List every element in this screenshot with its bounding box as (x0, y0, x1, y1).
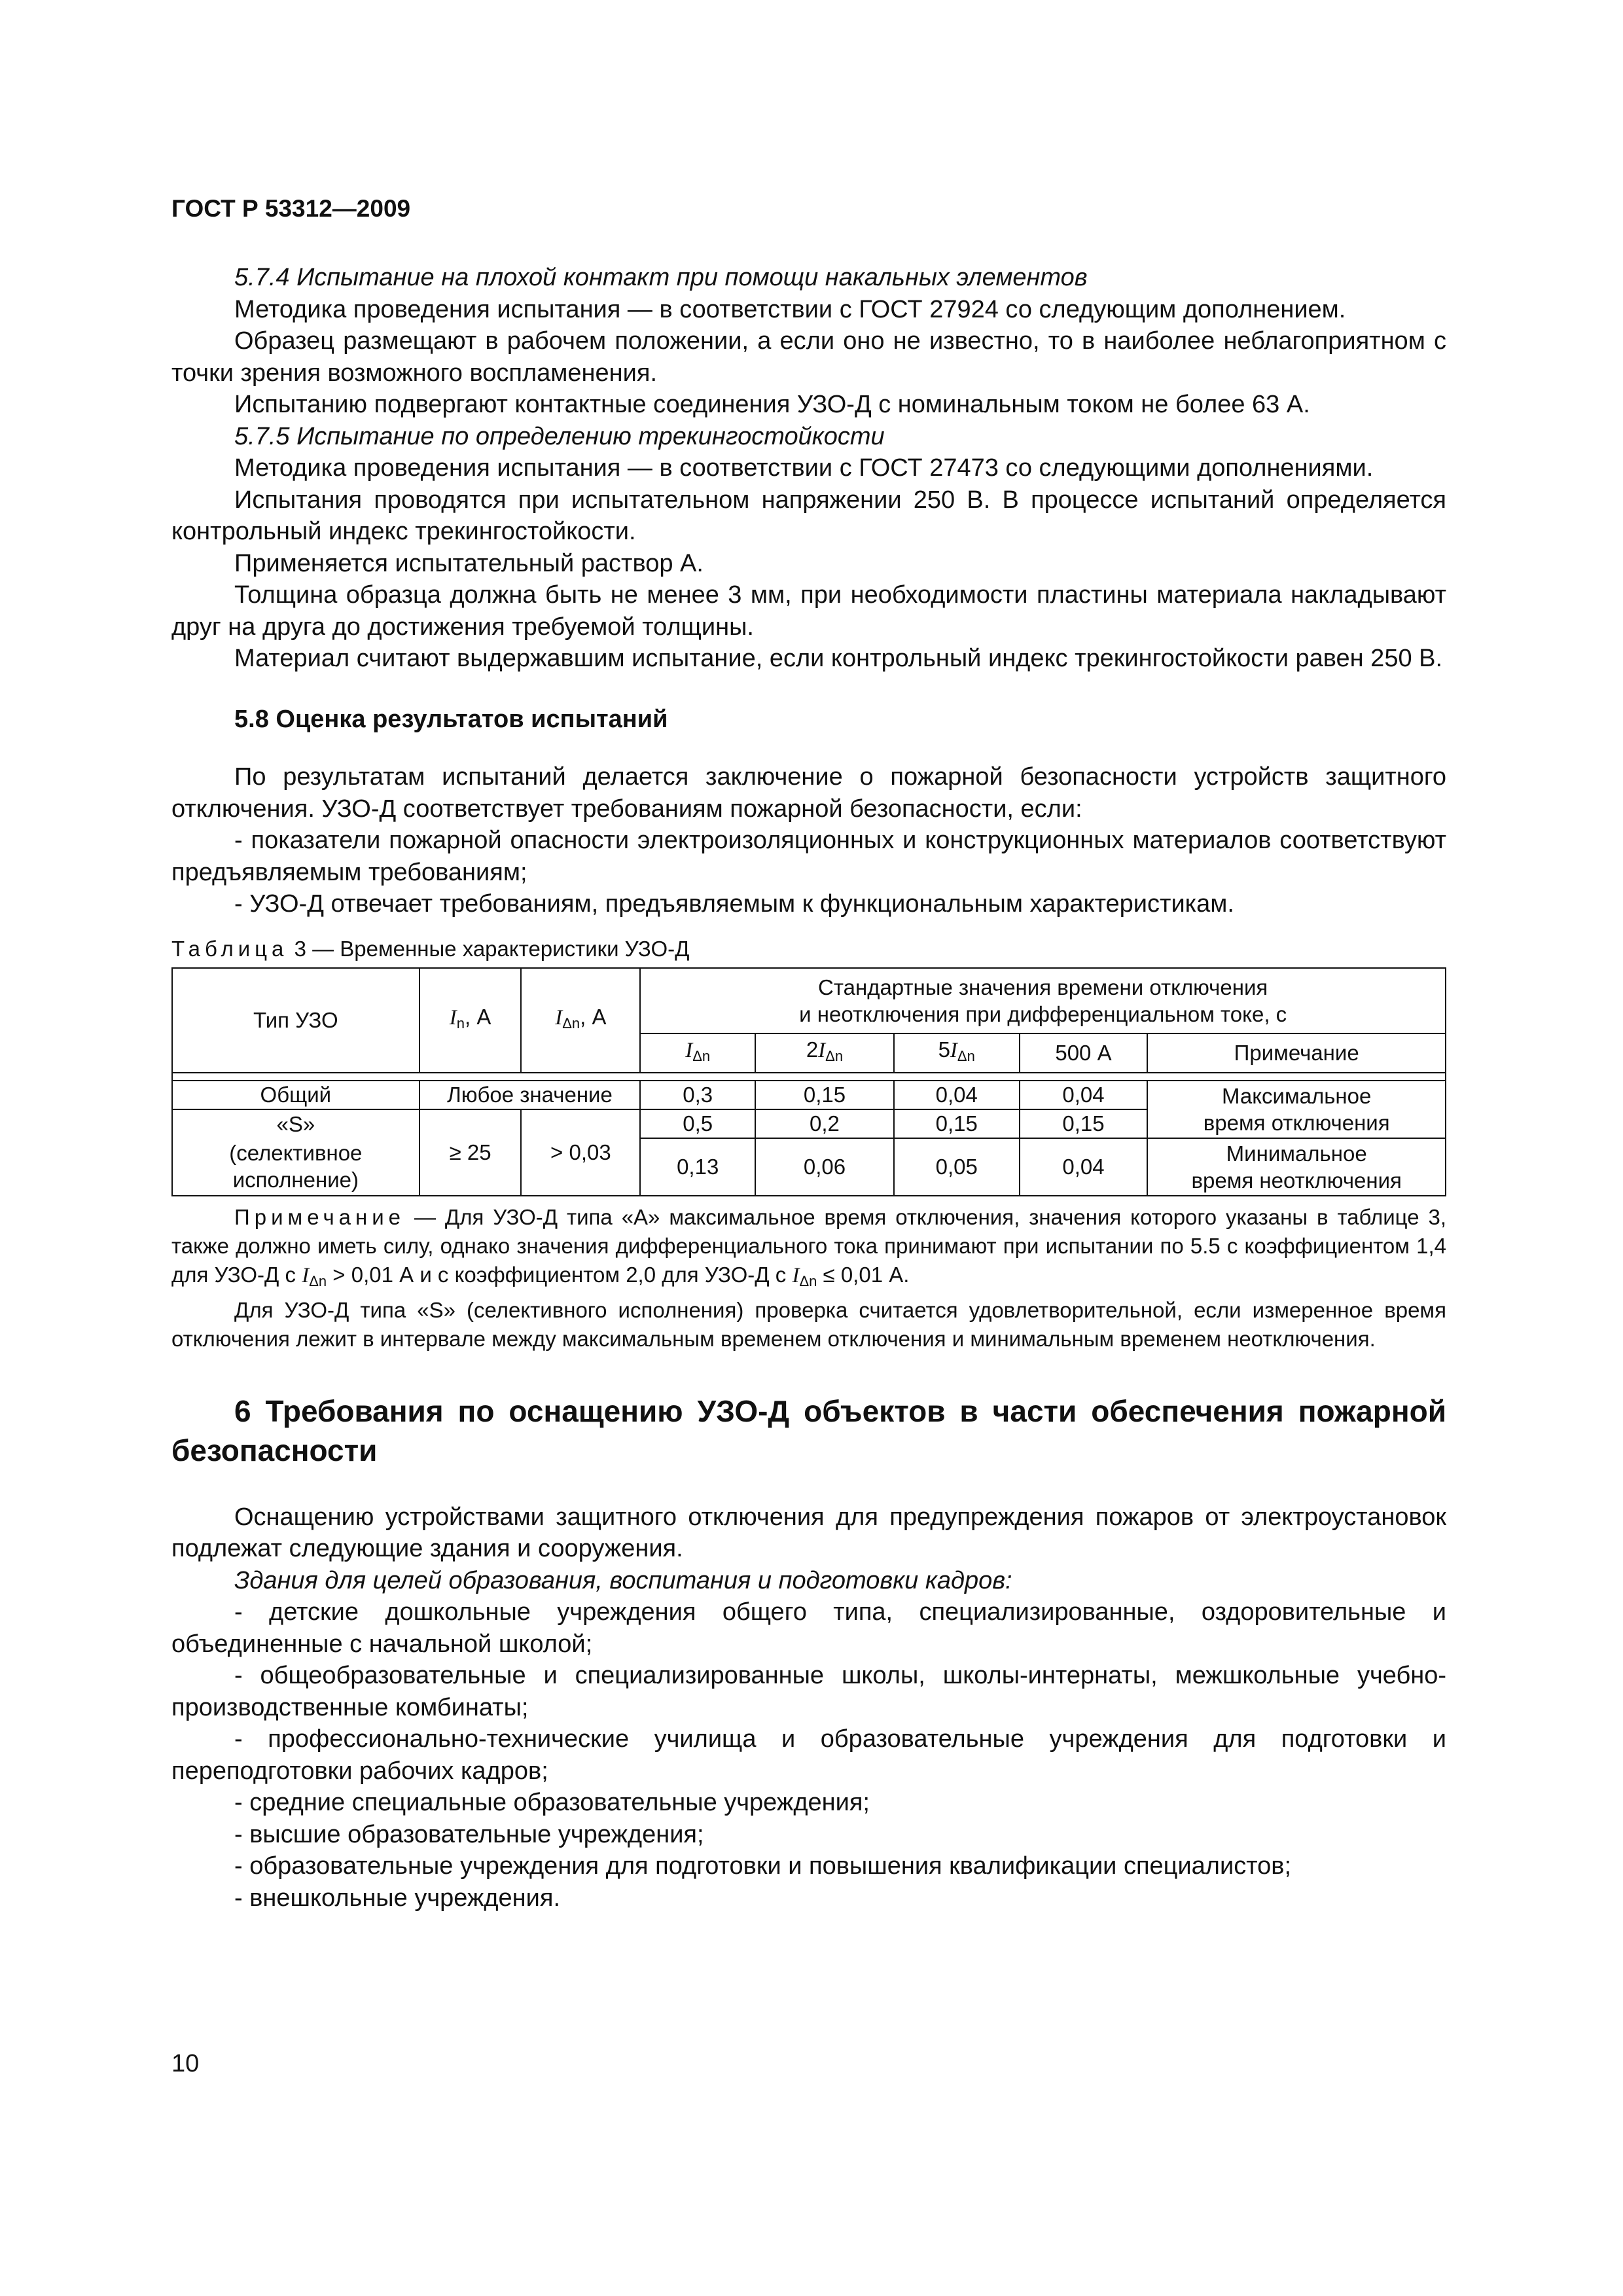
list-item: - общеобразовательные и специализированные школы, школы-интернаты, межшкольные учебно-производственные комбинаты; (171, 1662, 1446, 1721)
cell: 0,15 (894, 1109, 1020, 1138)
table-row (172, 1138, 1446, 1196)
header-col-500a: 500 А (1020, 1033, 1148, 1073)
table-note-p1: Примечание — Для УЗО-Д типа «А» максимальное время отключения, значения которого указаны в таблице 3, также должно иметь силу, однако значения дифференциального тока принимают при испытании по 5.5 с коэффициентом 1,4 для УЗО-Д с $I_{\Delta n} > 0,01$ А и с коэффициентом 2,0 для УЗО-Д с $I_{\Delta n} \le 0,01$ А. (171, 1204, 1446, 1289)
cell-note-max: Максимальное время отключения (1147, 1081, 1446, 1138)
header-col-2idn: $2I_{\Delta n}$ (755, 1033, 894, 1073)
header-group: Стандартные значения времени отключения и неотключения при дифференциальном токе, с (640, 968, 1446, 1033)
list-item: - внешкольные учреждения. (234, 1884, 561, 1912)
header-in: $I_n$, А (419, 968, 522, 1073)
subtitle: Здания для целей образования, воспитания и подготовки кадров: (234, 1566, 1012, 1594)
cell: 0,04 (1020, 1081, 1148, 1109)
table-note (171, 1203, 1446, 1354)
cell-in: ≥ 25 (419, 1109, 522, 1196)
time-characteristics-table (171, 967, 1446, 1196)
cell-type: Общий (172, 1081, 419, 1109)
cell: 0,3 (640, 1081, 755, 1109)
paragraph: Методика проведения испытания — в соответствии с ГОСТ 27473 со следующими дополнениями. (234, 454, 1374, 482)
cell: 0,06 (755, 1138, 894, 1196)
cell-idn: > 0,03 (521, 1109, 640, 1196)
table-note-p2: Для УЗО-Д типа «S» (селективного исполнения) проверка считается удовлетворительной, если измеренное время отключения лежит в интервале между максимальным временем отключения и минимальным временем неотключения. (171, 1297, 1446, 1351)
paragraph: Образец размещают в рабочем положении, а если оно не известно, то в наиболее неблагоприятном с точки зрения возможного воспламенения. (171, 327, 1446, 387)
paragraph: Применяется испытательный раствор А. (234, 549, 704, 577)
cell-type-selective: (селективное исполнение) (172, 1138, 419, 1196)
list-item: - детские дошкольные учреждения общего типа, специализированные, оздоровительные и объединенные с начальной школой; (171, 1598, 1446, 1658)
header-col-note: Примечание (1147, 1033, 1446, 1073)
paragraph: Оснащению устройствами защитного отключения для предупреждения пожаров от электроустановок подлежат следующие здания и сооружения. (171, 1503, 1446, 1562)
document-id-header: ГОСТ Р 53312—2009 (171, 195, 411, 222)
cell: 0,04 (1020, 1138, 1148, 1196)
page-number: 10 (171, 2050, 200, 2077)
paragraph: По результатам испытаний делается заключение о пожарной безопасности устройств защитного отключения. УЗО-Д соответствует требованиям пожарной безопасности, если: (171, 763, 1446, 823)
table-caption (171, 935, 1446, 963)
cell: 0,2 (755, 1109, 894, 1138)
paragraph: Испытанию подвергают контактные соединения УЗО-Д с номинальным током не более 63 А. (234, 391, 1310, 418)
table-caption-text: 3 — Временные характеристики УЗО-Д (294, 936, 690, 961)
subsection-title-5-7-4: 5.7.4 Испытание на плохой контакт при помощи накальных элементов (234, 264, 1088, 291)
cell: 0,15 (1020, 1109, 1148, 1138)
subsection-title-5-7-5: 5.7.5 Испытание по определению трекингостойкости (234, 422, 885, 450)
header-col-idn: $I_{\Delta n}$ (640, 1033, 755, 1073)
page-content (171, 262, 1446, 1914)
section-title-5-8: 5.8 Оценка результатов испытаний (234, 705, 668, 733)
cell: 0,04 (894, 1081, 1020, 1109)
list-item: - показатели пожарной опасности электроизоляционных и конструкционных материалов соответствуют предъявляемым требованиям; (171, 827, 1446, 886)
cell-type: «S» (172, 1109, 419, 1138)
cell: 0,15 (755, 1081, 894, 1109)
paragraph: Методика проведения испытания — в соответствии с ГОСТ 27924 со следующим дополнением. (234, 295, 1346, 323)
header-col-5idn: $5I_{\Delta n}$ (894, 1033, 1020, 1073)
section-title-6: 6 Требования по оснащению УЗО-Д объектов в части обеспечения пожарной безопасности (171, 1393, 1446, 1467)
cell-any-value: Любое значение (419, 1081, 641, 1109)
paragraph: Испытания проводятся при испытательном напряжении 250 В. В процессе испытаний определяется контрольный индекс трекингостойкости. (171, 486, 1446, 545)
cell-note-min: Минимальное время неотключения (1147, 1138, 1446, 1196)
list-item: - образовательные учреждения для подготовки и повышения квалификации специалистов; (234, 1852, 1292, 1880)
cell: 0,05 (894, 1138, 1020, 1196)
paragraph: Материал считают выдержавшим испытание, если контрольный индекс трекингостойкости равен 250 В. (234, 645, 1443, 672)
list-item: - средние специальные образовательные учреждения; (234, 1789, 870, 1816)
list-item: - УЗО-Д отвечает требованиям, предъявляемым к функциональным характеристикам. (234, 890, 1234, 918)
header-type: Тип УЗО (172, 968, 419, 1073)
paragraph: Толщина образца должна быть не менее 3 мм, при необходимости пластины материала накладывают друг на друга до достижения требуемой толщины. (171, 581, 1446, 641)
table-caption-label: Таблица (171, 936, 289, 961)
list-item: - высшие образовательные учреждения; (234, 1820, 704, 1848)
header-idn: $I_{\Delta n}$, А (521, 968, 640, 1073)
table-row (172, 1081, 1446, 1109)
list-item: - профессионально-технические училища и образовательные учреждения для подготовки и переподготовки рабочих кадров; (171, 1725, 1446, 1785)
cell: 0,5 (640, 1109, 755, 1138)
cell: 0,13 (640, 1138, 755, 1196)
